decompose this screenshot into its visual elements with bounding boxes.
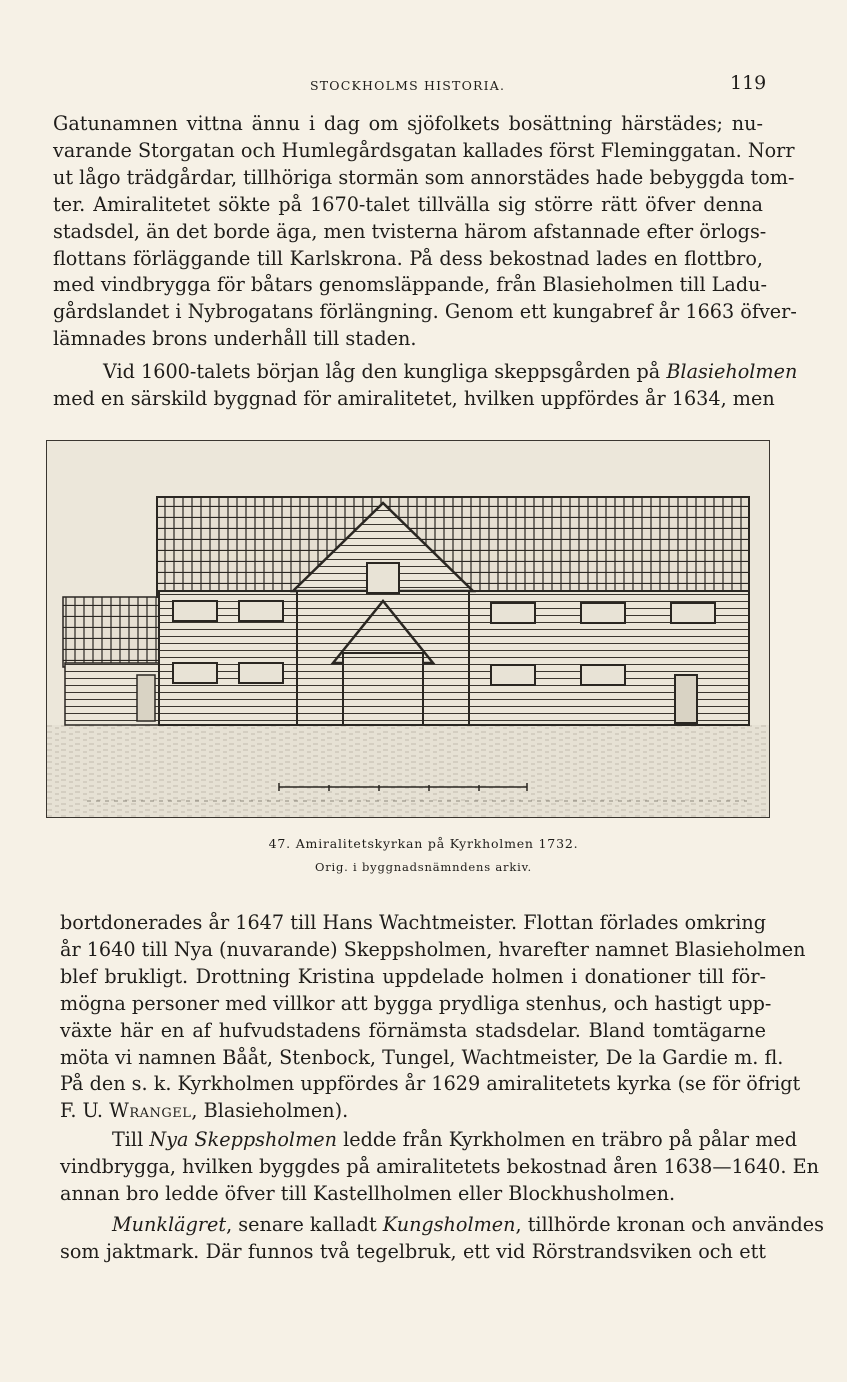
- page-number: 119: [730, 72, 767, 94]
- text-span: , senare kalladt: [226, 1213, 383, 1236]
- text-line: bortdonerades år 1647 till Hans Wachtmeister. Flottan förlades omkring: [60, 911, 766, 934]
- paragraph-4: [60, 1127, 819, 1208]
- text-line: blef brukligt. Drottning Kristina uppdelade holmen i donationer till för-: [60, 964, 766, 988]
- window-icon: [671, 603, 715, 623]
- window-icon: [173, 663, 217, 683]
- text-line: växte här en af hufvudstadens förnämsta stadsdelar. Bland tomtägarne: [60, 1018, 766, 1042]
- text-line: gårdslandet i Nybrogatans förlängning. Genom ett kungabref år 1663 öfver-: [53, 300, 797, 324]
- text-line: mögna personer med villkor att bygga prydliga stenhus, och hastigt upp-: [60, 991, 772, 1015]
- window-icon: [581, 603, 625, 623]
- text-line: [60, 1127, 798, 1154]
- window-icon: [491, 665, 535, 685]
- italic-place-name: Blasieholmen: [666, 360, 798, 383]
- door-icon: [137, 675, 155, 721]
- gable-window-icon: [367, 563, 399, 593]
- text-line: lämnades brons underhåll till staden.: [53, 327, 417, 351]
- text-line: vindbrygga, hvilken byggdes på amiralitetets bekostnad åren 1638—1640. En: [60, 1154, 819, 1178]
- text-span: , Blasieholmen).: [191, 1099, 349, 1123]
- text-span: Till: [112, 1128, 150, 1151]
- text-line: med vindbrygga för båtars genomsläppande, från Blasieholmen till Ladu-: [53, 273, 767, 297]
- text-line: [60, 1212, 824, 1239]
- figure-illustration: [46, 440, 770, 818]
- text-span: ledde från Kyrkholmen en träbro på pålar med: [336, 1128, 798, 1151]
- text-line: På den s. k. Kyrkholmen uppfördes år 1629 amiralitetets kyrka (se för öfrigt: [60, 1072, 801, 1096]
- paragraph-3: [60, 910, 806, 1125]
- text-span: , tillhörde kronan och användes: [515, 1213, 824, 1236]
- left-wing: [63, 597, 159, 725]
- admiralty-church-drawing: [47, 441, 769, 817]
- text-line: möta vi namnen Bååt, Stenbock, Tungel, Wachtmeister, De la Gardie m. fl.: [60, 1045, 784, 1069]
- window-icon: [581, 665, 625, 685]
- text-line: med en särskild byggnad för amiralitetet, hvilken uppfördes år 1634, men: [53, 386, 775, 410]
- text-line: stadsdel, än det borde äga, men tvisterna härom afstannade efter örlogs-: [53, 219, 767, 243]
- window-icon: [173, 601, 217, 621]
- text-line: flottans förläggande till Karlskrona. På dess bekostnad lades en flottbro,: [53, 246, 763, 270]
- text-span: F. U.: [60, 1099, 110, 1123]
- running-title: STOCKHOLMS HISTORIA.: [310, 78, 506, 93]
- text-line: år 1640 till Nya (nuvarande) Skeppsholmen, hvarefter namnet Blasieholmen: [60, 937, 806, 961]
- text-line: varande Storgatan och Humlegårdsgatan kallades först Fleminggatan. Norr: [53, 138, 795, 162]
- figure-caption: 47. Amiralitetskyrkan på Kyrkholmen 1732.: [268, 836, 579, 851]
- door-icon: [675, 675, 697, 723]
- paragraph-5: [60, 1212, 824, 1266]
- figure-source: Orig. i byggnadsnämndens arkiv.: [314, 860, 532, 874]
- text-line: ut lågo trädgårdar, tillhöriga stormän som annorstädes hade bebyggda tom-: [53, 165, 795, 189]
- porch: [343, 653, 423, 725]
- text-line: [60, 1098, 766, 1125]
- italic-place-name: Nya Skeppsholmen: [149, 1128, 337, 1151]
- text-line: ter. Amiralitetet sökte på 1670-talet tillvälla sig större rätt öfver denna: [53, 192, 763, 216]
- text-line: [53, 359, 798, 386]
- window-icon: [239, 663, 283, 683]
- italic-place-name: Munklägret: [112, 1213, 227, 1236]
- italic-place-name: Kungsholmen: [382, 1213, 516, 1236]
- window-icon: [239, 601, 283, 621]
- paragraph-1: [53, 111, 797, 353]
- text-line: annan bro ledde öfver till Kastellholmen eller Blockhusholmen.: [60, 1181, 676, 1205]
- window-icon: [491, 603, 535, 623]
- ground-area: [47, 725, 769, 817]
- text-line: Gatunamnen vittna ännu i dag om sjöfolkets bosättning härstädes; nu-: [53, 112, 763, 135]
- text-span: Vid 1600-talets början låg den kungliga skeppsgården på: [103, 360, 667, 383]
- paragraph-2: [53, 359, 798, 413]
- page-header: [0, 72, 847, 102]
- text-line: som jaktmark. Där funnos två tegelbruk, ett vid Rörstrandsviken och ett: [60, 1239, 766, 1263]
- author-name: Wrangel: [109, 1099, 192, 1123]
